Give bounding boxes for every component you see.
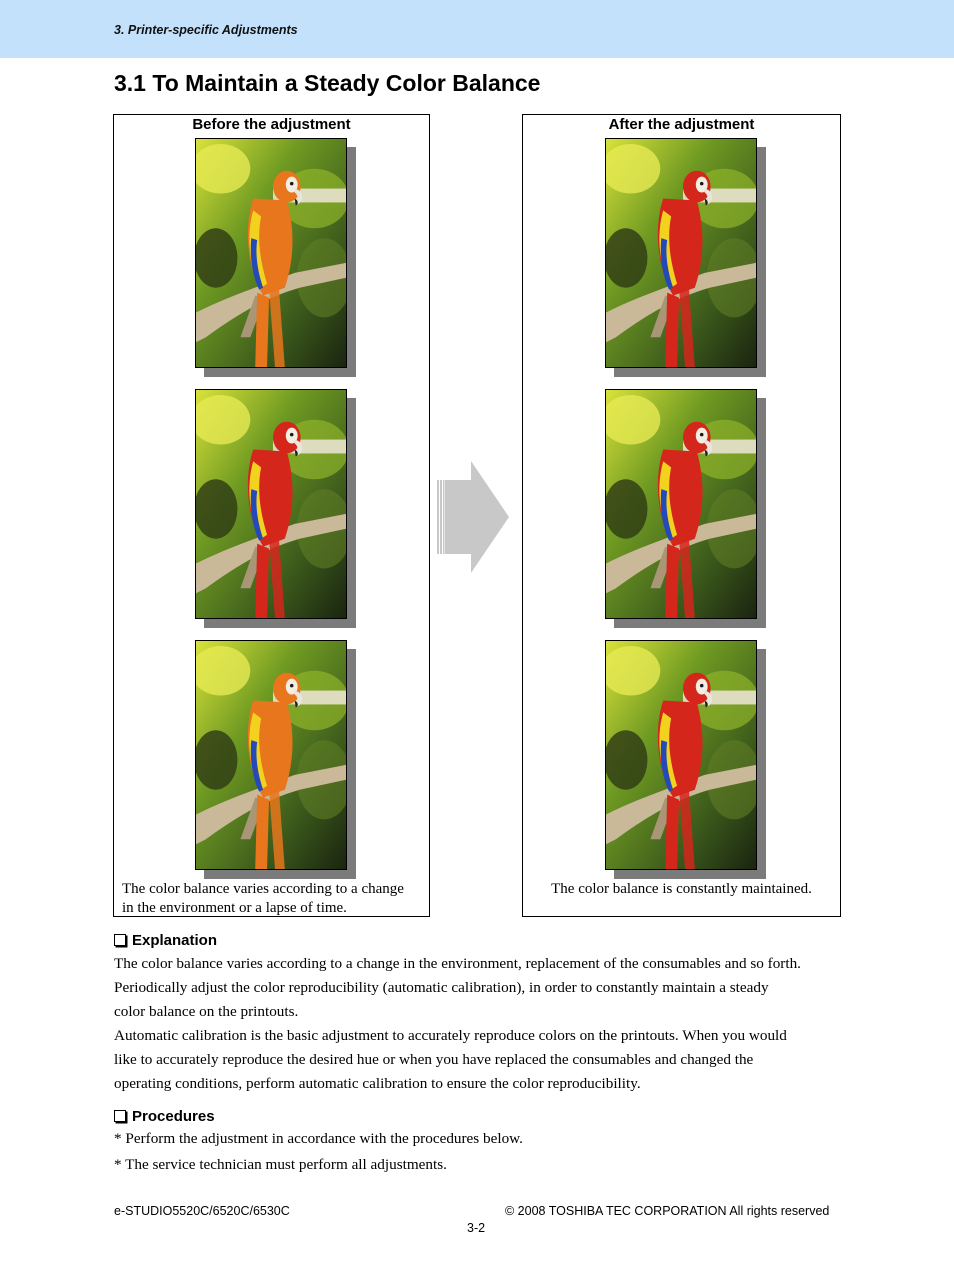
after-photo-3 (605, 640, 757, 870)
explanation-heading: Explanation (114, 932, 217, 949)
before-photo-2 (195, 389, 347, 619)
after-heading: After the adjustment (608, 116, 755, 133)
before-photo-1 (195, 138, 347, 368)
right-arrow-icon (437, 458, 511, 576)
before-panel (113, 114, 430, 917)
procedure-item-2: * The service technician must perform all adjustments. (114, 1156, 447, 1173)
after-photo-2 (605, 389, 757, 619)
explanation-text: The color balance varies according to a change in the environment, replacement of the consumables and so forth. Periodically adjust the color reproducibility (automatic calibration), in order to constantly maintain a steady color balance on the printouts. Automatic calibration is the basic adjustment to accurately reproduce colors on the printouts. When you would like to accurately reproduce the desired hue or when you have replaced the consumables and changed the operating conditions, perform automatic calibration to ensure the color reproducibility. (114, 955, 801, 1092)
after-caption: The color balance is constantly maintained. (551, 881, 812, 897)
after-photo-1 (605, 138, 757, 368)
before-heading: Before the adjustment (192, 116, 351, 133)
before-caption: The color balance varies according to a change in the environment or a lapse of time. (122, 881, 404, 916)
checkbox-icon (114, 1110, 126, 1122)
checkbox-icon (114, 934, 126, 946)
after-panel (522, 114, 841, 917)
footer-model: e-STUDIO5520C/6520C/6530C (114, 1204, 290, 1218)
before-photo-3 (195, 640, 347, 870)
procedures-heading: Procedures (114, 1108, 215, 1125)
page-title: 3.1 To Maintain a Steady Color Balance (114, 70, 541, 96)
procedure-item-1: * Perform the adjustment in accordance with the procedures below. (114, 1130, 523, 1147)
footer-page-number: 3-2 (467, 1221, 486, 1235)
chapter-header: 3. Printer-specific Adjustments (114, 23, 298, 37)
footer-copyright: © 2008 TOSHIBA TEC CORPORATION All rights reserved (505, 1204, 830, 1218)
